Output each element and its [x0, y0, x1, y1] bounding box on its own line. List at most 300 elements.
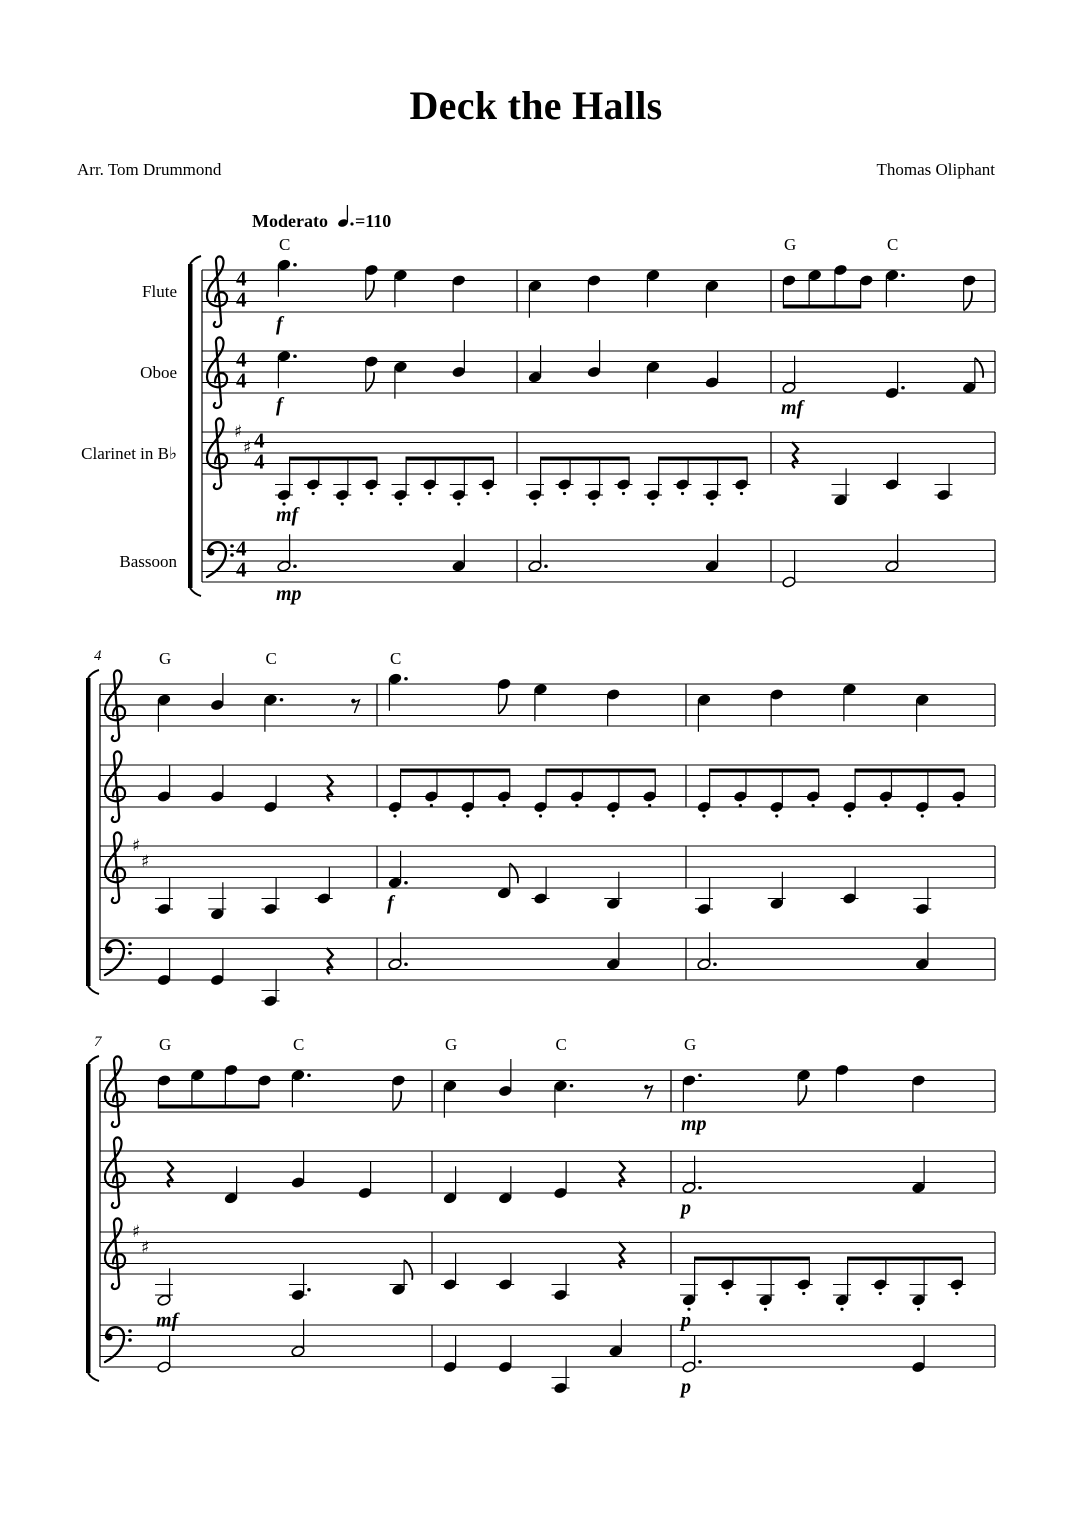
note-flag	[798, 1085, 806, 1105]
chord-symbol: G	[784, 235, 797, 254]
augmentation-dot	[307, 1288, 311, 1292]
note-head	[497, 887, 511, 899]
note-head	[157, 974, 171, 986]
staff	[142, 256, 995, 327]
note-head	[705, 489, 719, 501]
beam	[546, 769, 655, 773]
system-bracket	[188, 264, 193, 588]
note-head	[697, 903, 711, 915]
note-head	[782, 576, 796, 588]
note-head	[705, 560, 719, 572]
note-head	[277, 489, 291, 501]
bracket-top-hook	[190, 256, 201, 264]
note-head	[388, 673, 402, 685]
note-head	[210, 908, 224, 920]
note-head	[553, 1187, 567, 1199]
note-head	[553, 1080, 567, 1092]
voice	[697, 683, 929, 732]
bracket-top-hook	[88, 1056, 99, 1064]
note-head	[393, 489, 407, 501]
note-head	[424, 790, 438, 802]
note-head	[388, 877, 402, 889]
treble-clef-icon	[105, 1218, 125, 1289]
staff	[100, 751, 995, 822]
note-flag	[404, 1260, 412, 1280]
staccato-dot	[740, 492, 743, 495]
bass-clef-dot	[106, 1334, 113, 1341]
note-head	[770, 688, 784, 700]
dynamic-marking: p	[681, 1196, 691, 1219]
system-bracket	[86, 678, 91, 986]
sharp-icon: ♯	[141, 851, 150, 872]
treble-clef-icon	[105, 1056, 125, 1127]
staff	[100, 1218, 995, 1289]
note-flag	[393, 1091, 401, 1111]
dynamic-marking: p	[681, 1309, 691, 1332]
note-head	[915, 958, 929, 970]
time-signature-top: 4	[254, 428, 265, 453]
note-head	[606, 898, 620, 910]
voice	[388, 851, 622, 910]
staccato-dot	[879, 1292, 882, 1295]
dynamic-marking: f	[387, 891, 394, 914]
voice	[157, 1064, 406, 1111]
time-signature-bottom: 4	[236, 287, 247, 312]
beam	[158, 1105, 259, 1109]
note-head	[911, 1361, 925, 1373]
note-head	[277, 259, 291, 271]
note-head	[553, 1382, 567, 1394]
bass-clef-dot	[128, 942, 132, 946]
chord-symbol: C	[555, 1035, 567, 1054]
staccato-dot	[702, 814, 705, 817]
note-head	[443, 1278, 457, 1290]
bass-clef-dot	[128, 1338, 132, 1342]
sharp-icon: ♯	[132, 836, 141, 856]
note-head	[528, 371, 542, 383]
augmentation-dot	[698, 1186, 702, 1190]
measure-number: 7	[94, 1034, 102, 1050]
staccato-dot	[957, 804, 960, 807]
note-head	[705, 376, 719, 388]
staccato-dot	[539, 814, 542, 817]
augmentation-dot	[698, 1360, 702, 1364]
treble-clef-icon	[105, 832, 125, 903]
eighth-rest-stem	[645, 1086, 652, 1099]
augmentation-dot	[698, 1073, 702, 1077]
staccato-dot	[955, 1292, 958, 1295]
note-head	[606, 688, 620, 700]
augmentation-dot	[901, 386, 905, 390]
note-head	[885, 269, 899, 281]
beam	[659, 457, 748, 461]
treble-clef-icon	[207, 337, 227, 408]
note-head	[646, 361, 660, 373]
staff	[100, 832, 995, 903]
note-head	[263, 995, 277, 1007]
staccato-dot	[312, 492, 315, 495]
staccato-dot	[430, 804, 433, 807]
note-head	[335, 489, 349, 501]
note-head	[443, 1080, 457, 1092]
note-head	[782, 274, 796, 286]
note-head	[587, 366, 601, 378]
bass-clef-dot	[128, 951, 132, 955]
note-head	[885, 560, 899, 572]
treble-clef-icon	[105, 670, 125, 741]
note-head	[533, 801, 547, 813]
sharp-icon: ♯	[243, 437, 252, 458]
dotted-quarter-note-icon	[337, 205, 354, 228]
note-flag	[964, 291, 972, 311]
time-signature-bottom: 4	[236, 368, 247, 393]
voice	[680, 1257, 966, 1311]
note-head	[443, 1361, 457, 1373]
bass-clef-dot	[230, 544, 234, 548]
note-head	[358, 1187, 372, 1199]
instrument-name: Flute	[142, 282, 177, 301]
note-head	[317, 892, 331, 904]
bracket-bottom-hook	[190, 588, 201, 596]
note-head	[452, 366, 466, 378]
note-head	[498, 1085, 512, 1097]
note-head	[952, 790, 966, 802]
voice	[388, 673, 620, 727]
bass-clef-dot	[128, 1329, 132, 1333]
note-head	[962, 274, 976, 286]
note-head	[157, 1361, 171, 1373]
chord-symbol: C	[887, 235, 899, 254]
voice	[155, 867, 333, 921]
staccato-dot	[648, 804, 651, 807]
staccato-dot	[563, 492, 566, 495]
note-head	[915, 694, 929, 706]
note-head	[533, 892, 547, 904]
dynamic-marking: f	[276, 313, 283, 335]
note-head	[833, 494, 847, 506]
note-head	[697, 958, 711, 970]
note-head	[277, 350, 291, 362]
note-head	[675, 478, 689, 490]
note-head	[570, 790, 584, 802]
sharp-icon: ♯	[132, 1222, 141, 1242]
chord-symbol: C	[390, 649, 402, 668]
chord-symbol: C	[293, 1035, 305, 1054]
note-head	[461, 801, 475, 813]
staccato-dot	[486, 492, 489, 495]
augmentation-dot	[280, 698, 284, 702]
note-head	[393, 361, 407, 373]
staccato-dot	[592, 502, 595, 505]
note-head	[770, 898, 784, 910]
dynamic-marking: p	[681, 1376, 691, 1398]
augmentation-dot	[901, 273, 905, 277]
voice	[167, 1151, 372, 1205]
staccato-dot	[466, 814, 469, 817]
note-head	[733, 790, 747, 802]
note-head	[705, 280, 719, 292]
note-head	[936, 489, 950, 501]
note-head	[291, 1176, 305, 1188]
staccato-dot	[840, 1308, 843, 1311]
augmentation-dot	[293, 354, 297, 358]
note-head	[911, 1294, 925, 1306]
augmentation-dot	[307, 1073, 311, 1077]
note-head	[606, 958, 620, 970]
beam	[710, 769, 819, 773]
staccato-dot	[802, 1292, 805, 1295]
note-head	[443, 1192, 457, 1204]
quarter-rest-icon	[167, 1161, 173, 1187]
dynamic-marking: f	[276, 394, 283, 416]
note-head	[210, 790, 224, 802]
bracket-bottom-hook	[88, 1373, 99, 1381]
note-head	[190, 1069, 204, 1081]
staff	[81, 418, 995, 489]
note-head	[277, 560, 291, 572]
note-head	[682, 1074, 696, 1086]
staccato-dot	[341, 502, 344, 505]
staccato-dot	[739, 804, 742, 807]
staccato-dot	[710, 502, 713, 505]
treble-clef-icon	[207, 256, 227, 327]
note-head	[609, 1345, 623, 1357]
chord-symbol: C	[279, 235, 291, 254]
staccato-dot	[921, 814, 924, 817]
voice	[277, 340, 466, 399]
time-signature-bottom: 4	[254, 449, 265, 474]
voice	[157, 765, 333, 814]
score-title: Deck the Halls	[409, 83, 663, 128]
beam	[541, 457, 630, 461]
note-head	[157, 790, 171, 802]
staccato-dot	[428, 492, 431, 495]
staff	[100, 938, 995, 980]
note-head	[452, 560, 466, 572]
note-head	[808, 269, 822, 281]
beam	[848, 1257, 963, 1261]
note-head	[770, 801, 784, 813]
voice	[157, 673, 359, 732]
system-bracket	[86, 1064, 91, 1373]
staccato-dot	[812, 804, 815, 807]
note-head	[859, 274, 873, 286]
note-head	[797, 1278, 811, 1290]
note-head	[950, 1278, 964, 1290]
note-head	[364, 264, 378, 276]
staccato-dot	[503, 804, 506, 807]
note-head	[498, 1361, 512, 1373]
staccato-dot	[457, 502, 460, 505]
tempo-bpm: =110	[355, 211, 392, 231]
note-head	[263, 903, 277, 915]
staff	[119, 537, 995, 583]
chord-symbol: G	[445, 1035, 458, 1054]
instrument-name: Clarinet in B♭	[81, 444, 177, 463]
composer-credit: Thomas Oliphant	[876, 160, 995, 179]
note-flag	[499, 694, 507, 714]
system	[81, 235, 995, 605]
note-head	[557, 478, 571, 490]
note-head	[915, 903, 929, 915]
voice	[157, 948, 333, 1007]
systems	[81, 235, 995, 1398]
note-head	[498, 1278, 512, 1290]
note-head	[157, 1074, 171, 1086]
note-head	[224, 1192, 238, 1204]
instrument-name: Oboe	[140, 363, 177, 382]
staccato-dot	[612, 814, 615, 817]
note-head	[682, 1361, 696, 1373]
note-head	[528, 280, 542, 292]
note-head	[497, 790, 511, 802]
chord-symbol: G	[159, 649, 172, 668]
note-head	[452, 489, 466, 501]
bass-clef-dot	[230, 553, 234, 557]
note-head	[553, 1289, 567, 1301]
staff	[140, 337, 995, 408]
time-signature-top: 4	[236, 536, 247, 561]
quarter-rest-icon	[792, 442, 798, 468]
staccato-dot	[917, 1308, 920, 1311]
note-head	[210, 699, 224, 711]
note-head	[528, 560, 542, 572]
note-head	[720, 1278, 734, 1290]
note-head	[835, 1064, 849, 1076]
voice	[155, 1260, 412, 1307]
treble-clef-icon	[207, 418, 227, 489]
note-head	[873, 1278, 887, 1290]
note-head	[879, 790, 893, 802]
note-head	[291, 1069, 305, 1081]
bass-clef-dot	[106, 947, 113, 954]
voice	[528, 340, 719, 399]
note-head	[388, 958, 402, 970]
note-head	[835, 1294, 849, 1306]
note-head	[842, 892, 856, 904]
note-flag	[366, 280, 374, 300]
augmentation-dot	[404, 677, 408, 681]
treble-clef-icon	[105, 1137, 125, 1208]
bracket-top-hook	[88, 670, 99, 678]
dynamic-marking: mf	[156, 1309, 179, 1332]
chord-symbol: G	[684, 1035, 697, 1054]
augmentation-dot	[404, 962, 408, 966]
note-head	[697, 694, 711, 706]
note-head	[606, 801, 620, 813]
note-head	[682, 1294, 696, 1306]
note-head	[911, 1074, 925, 1086]
note-head	[697, 801, 711, 813]
note-head	[306, 478, 320, 490]
note-head	[391, 1284, 405, 1296]
note-head	[423, 478, 437, 490]
note-head	[911, 1182, 925, 1194]
note-head	[734, 478, 748, 490]
note-head	[797, 1069, 811, 1081]
staccato-dot	[884, 804, 887, 807]
note-flag	[510, 863, 518, 883]
staccato-dot	[399, 502, 402, 505]
voice	[528, 269, 719, 318]
sharp-icon: ♯	[234, 422, 243, 442]
bracket-bottom-hook	[88, 986, 99, 994]
augmentation-dot	[544, 564, 548, 568]
note-head	[452, 274, 466, 286]
staccato-dot	[575, 804, 578, 807]
arranger-credit: Arr. Tom Drummond	[77, 160, 222, 179]
augmentation-dot	[570, 1084, 574, 1088]
staff	[100, 670, 995, 741]
bass-clef-dot	[208, 549, 215, 556]
beam	[695, 1257, 810, 1261]
note-head	[263, 801, 277, 813]
note-head	[587, 489, 601, 501]
eighth-rest-stem	[352, 700, 359, 713]
note-head	[157, 903, 171, 915]
staccato-dot	[775, 814, 778, 817]
voice	[682, 1064, 926, 1113]
staccato-dot	[533, 502, 536, 505]
dynamic-marking: mf	[781, 396, 804, 419]
quarter-rest-icon	[327, 775, 333, 801]
note-head	[806, 790, 820, 802]
note-head	[498, 1192, 512, 1204]
note-head	[587, 274, 601, 286]
note-head	[885, 478, 899, 490]
note-head	[962, 382, 976, 394]
augmentation-dot	[713, 962, 717, 966]
time-signature-top: 4	[236, 266, 247, 291]
voice	[443, 1059, 652, 1118]
measure-number: 4	[94, 648, 102, 664]
dynamic-marking: mf	[276, 504, 299, 526]
note-head	[643, 790, 657, 802]
note-head	[364, 478, 378, 490]
quarter-rest-icon	[327, 948, 333, 974]
voice	[277, 259, 466, 313]
note-head	[481, 478, 495, 490]
note-head	[157, 694, 171, 706]
system	[86, 648, 995, 1007]
beam	[290, 457, 377, 461]
staccato-dot	[848, 814, 851, 817]
voice	[782, 264, 976, 311]
staccato-dot	[651, 502, 654, 505]
augmentation-dot	[293, 263, 297, 267]
note-head	[833, 264, 847, 276]
note-head	[885, 387, 899, 399]
dynamic-marking: mp	[681, 1113, 707, 1135]
beam	[783, 305, 860, 309]
dynamic-marking: mp	[276, 583, 302, 605]
staccato-dot	[622, 492, 625, 495]
beam	[406, 457, 493, 461]
chord-symbol: G	[159, 1035, 172, 1054]
note-head	[393, 269, 407, 281]
note-head	[291, 1289, 305, 1301]
quarter-rest-icon	[619, 1161, 625, 1187]
note-head	[616, 478, 630, 490]
note-head	[758, 1294, 772, 1306]
note-head	[391, 1074, 405, 1086]
note-head	[682, 1182, 696, 1194]
note-head	[224, 1064, 238, 1076]
note-head	[497, 678, 511, 690]
beam	[855, 769, 964, 773]
note-head	[528, 489, 542, 501]
treble-clef-icon	[105, 751, 125, 822]
